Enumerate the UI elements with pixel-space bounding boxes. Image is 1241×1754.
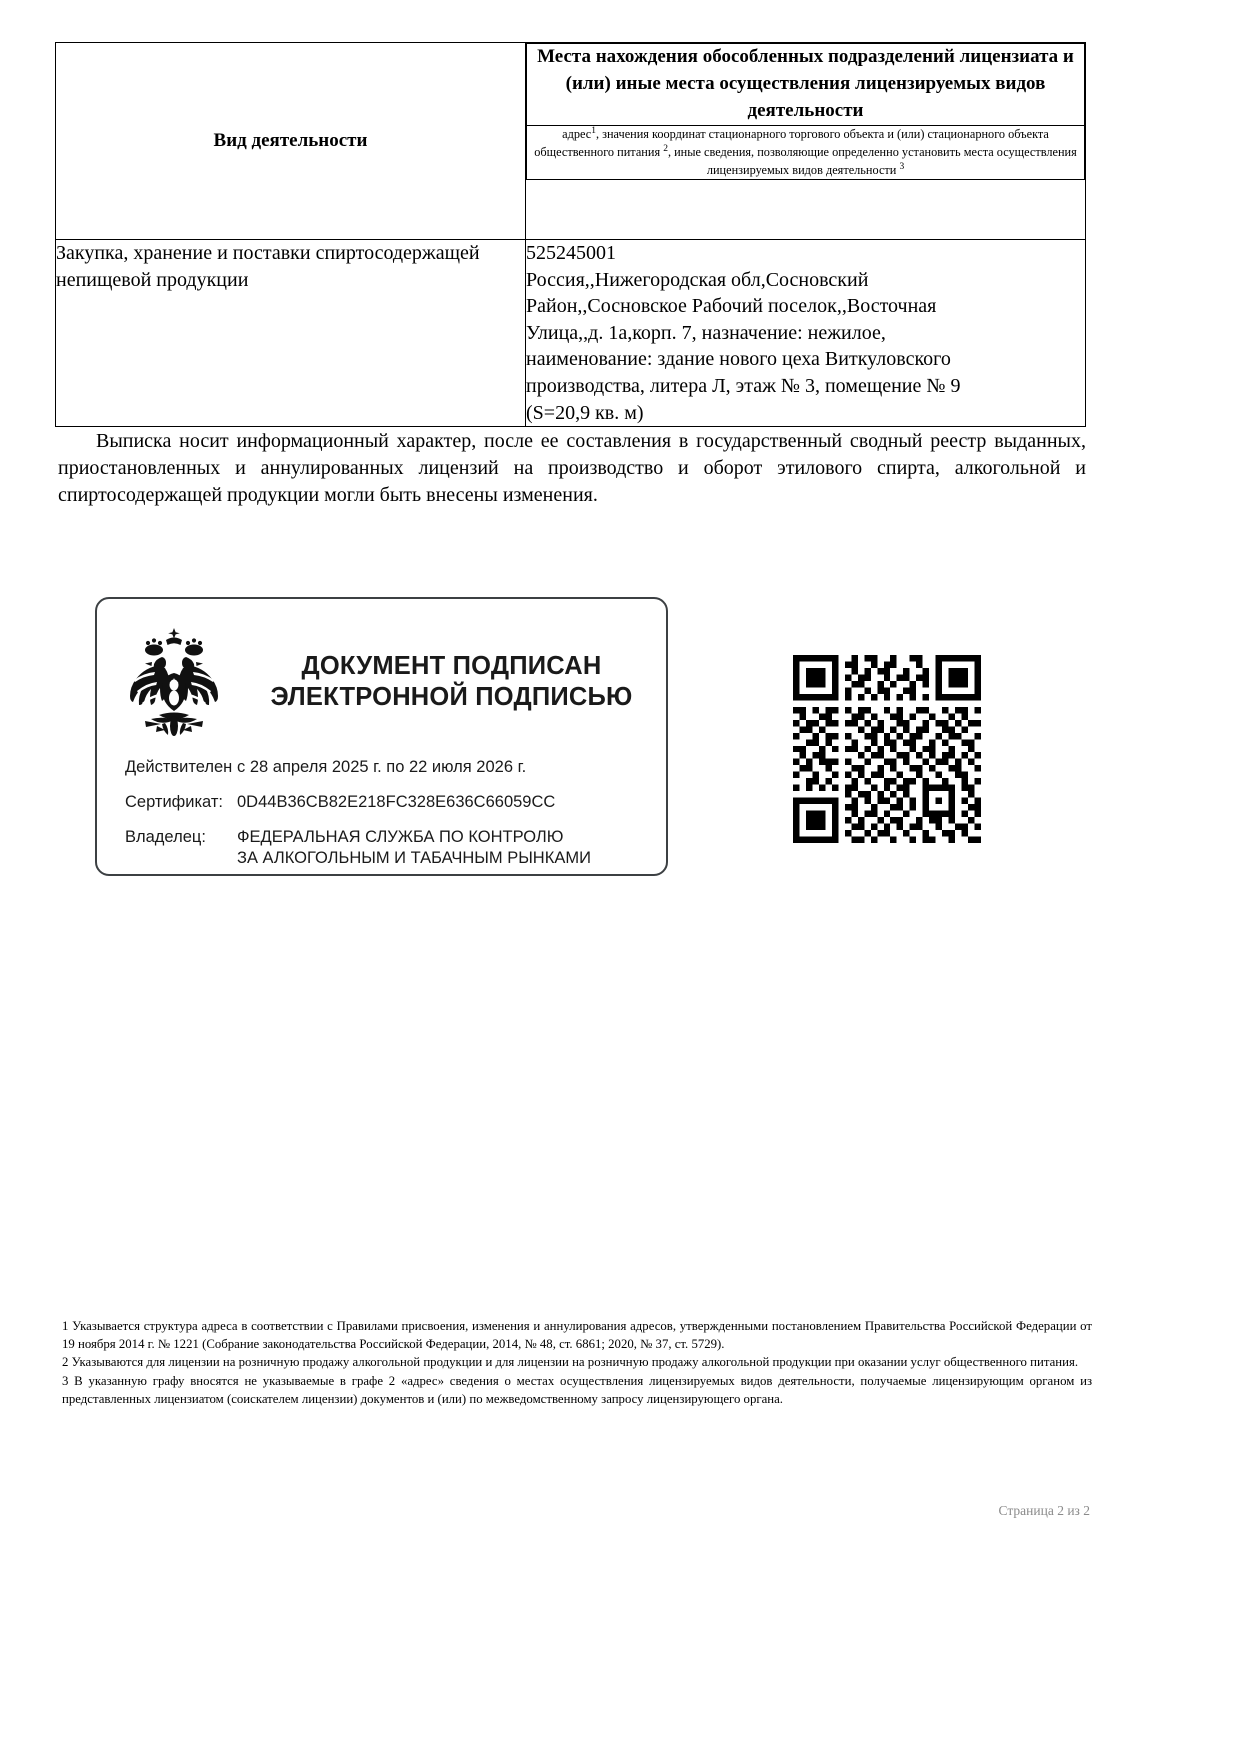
place-line: (S=20,9 кв. м) <box>526 401 644 424</box>
certificate-label: Сертификат: <box>125 792 224 811</box>
signature-validity-row <box>125 757 666 779</box>
cell-places-value <box>526 240 1086 427</box>
signature-title-line-1: ДОКУМЕНТ ПОДПИСАН <box>301 651 602 680</box>
subtitle-part-3: , иные сведения, позволяющие определенно установить места осуществления лицензируемых видов деятельности <box>667 144 1077 177</box>
header-places-title: Места нахождения обособленных подразделений лицензиата и (или) иные места осуществления лицензируемых видов деятельности <box>527 44 1085 126</box>
signature-details <box>97 741 666 870</box>
footnote-ref-1: 1 <box>591 125 596 136</box>
header-cell-activity: Вид деятельности <box>56 43 526 240</box>
footnote-3: 3 В указанную графу вносятся не указываемые в графе 2 «адрес» сведения о местах осуществления лицензируемых видов деятельности, получаемые лицензирующим органом из представленных лицензиатом (соискателем лицензии) документов и (или) по межведомственному запросу лицензирующего органа. <box>62 1373 1092 1406</box>
cell-activity-value: Закупка, хранение и поставки спиртосодержащей непищевой продукции <box>56 240 526 427</box>
electronic-signature-stamp <box>95 597 668 876</box>
header-cell-places <box>526 43 1086 240</box>
place-line: Улица,,д. 1а,корп. 7, назначение: нежилое, <box>526 321 886 344</box>
place-line: Район,,Сосновское Рабочий поселок,,Восточная <box>526 295 937 318</box>
validity-value: с 28 апреля 2025 г. по 22 июля 2026 г. <box>237 758 527 776</box>
subtitle-part-1: адрес <box>562 126 592 141</box>
owner-label: Владелец: <box>125 827 206 846</box>
signature-title <box>245 651 666 713</box>
place-line: 525245001 <box>526 242 616 264</box>
page-number: Страница 2 из 2 <box>998 1503 1090 1518</box>
owner-value <box>237 827 666 871</box>
footnote-ref-3: 3 <box>899 161 905 172</box>
certificate-value: 0D44B36CB82E218FC328E636C66059CC <box>237 792 556 811</box>
informational-notice-paragraph: Выписка носит информационный характер, после ее составления в государственный сводный реестр выданных, приостановленных и аннулированных лицензий на производство и оборот этилового спирта, алкогольной и спиртосодержащей продукции могли быть внесены изменения. <box>58 430 1086 506</box>
footnotes-section <box>62 1318 1092 1409</box>
owner-value-line-2: ЗА АЛКОГОЛЬНЫМ И ТАБАЧНЫМ РЫНКАМИ <box>237 849 591 868</box>
table-row <box>56 240 1086 427</box>
header-places-subtitle <box>527 125 1085 179</box>
signature-owner-row <box>125 827 666 871</box>
place-line: Россия,,Нижегородская обл,Сосновский <box>526 268 869 291</box>
table-header-row <box>56 43 1086 240</box>
footnote-2: 2 Указываются для лицензии на розничную продажу алкогольной продукции и для лицензии на розничную продажу алкогольной продукции при оказании услуг общественного питания. <box>62 1355 1079 1370</box>
qr-code <box>793 655 981 843</box>
signature-certificate-row <box>125 792 666 814</box>
footnote-ref-2: 2 <box>663 143 668 154</box>
licensed-activities-table <box>55 42 1086 427</box>
signature-header <box>97 599 666 741</box>
signature-title-line-2: ЭЛЕКТРОННОЙ ПОДПИСЬЮ <box>270 683 633 711</box>
footnote-1: 1 Указывается структура адреса в соответствии с Правилами присвоения, изменения и аннулирования адресов, утвержденными постановлением Правительства Российской Федерации от 19 ноября 2014 г. № 1221 (Собрание законодательства Российской Федерации, 2014, № 48, ст. 6861; 2020, № 37, ст. 5729). <box>62 1319 1092 1351</box>
place-line: производства, литера Л, этаж № 3, помещение № 9 <box>526 374 961 397</box>
validity-label: Действителен <box>125 758 233 776</box>
owner-value-line-1: ФЕДЕРАЛЬНАЯ СЛУЖБА ПО КОНТРОЛЮ <box>237 827 564 846</box>
place-line: наименование: здание нового цеха Виткуловского <box>526 348 951 371</box>
russian-double-headed-eagle-emblem <box>121 623 227 741</box>
subtitle-part-2: , значения координат стационарного торгового объекта и (или) стационарного объекта общественного питания <box>534 126 1049 159</box>
